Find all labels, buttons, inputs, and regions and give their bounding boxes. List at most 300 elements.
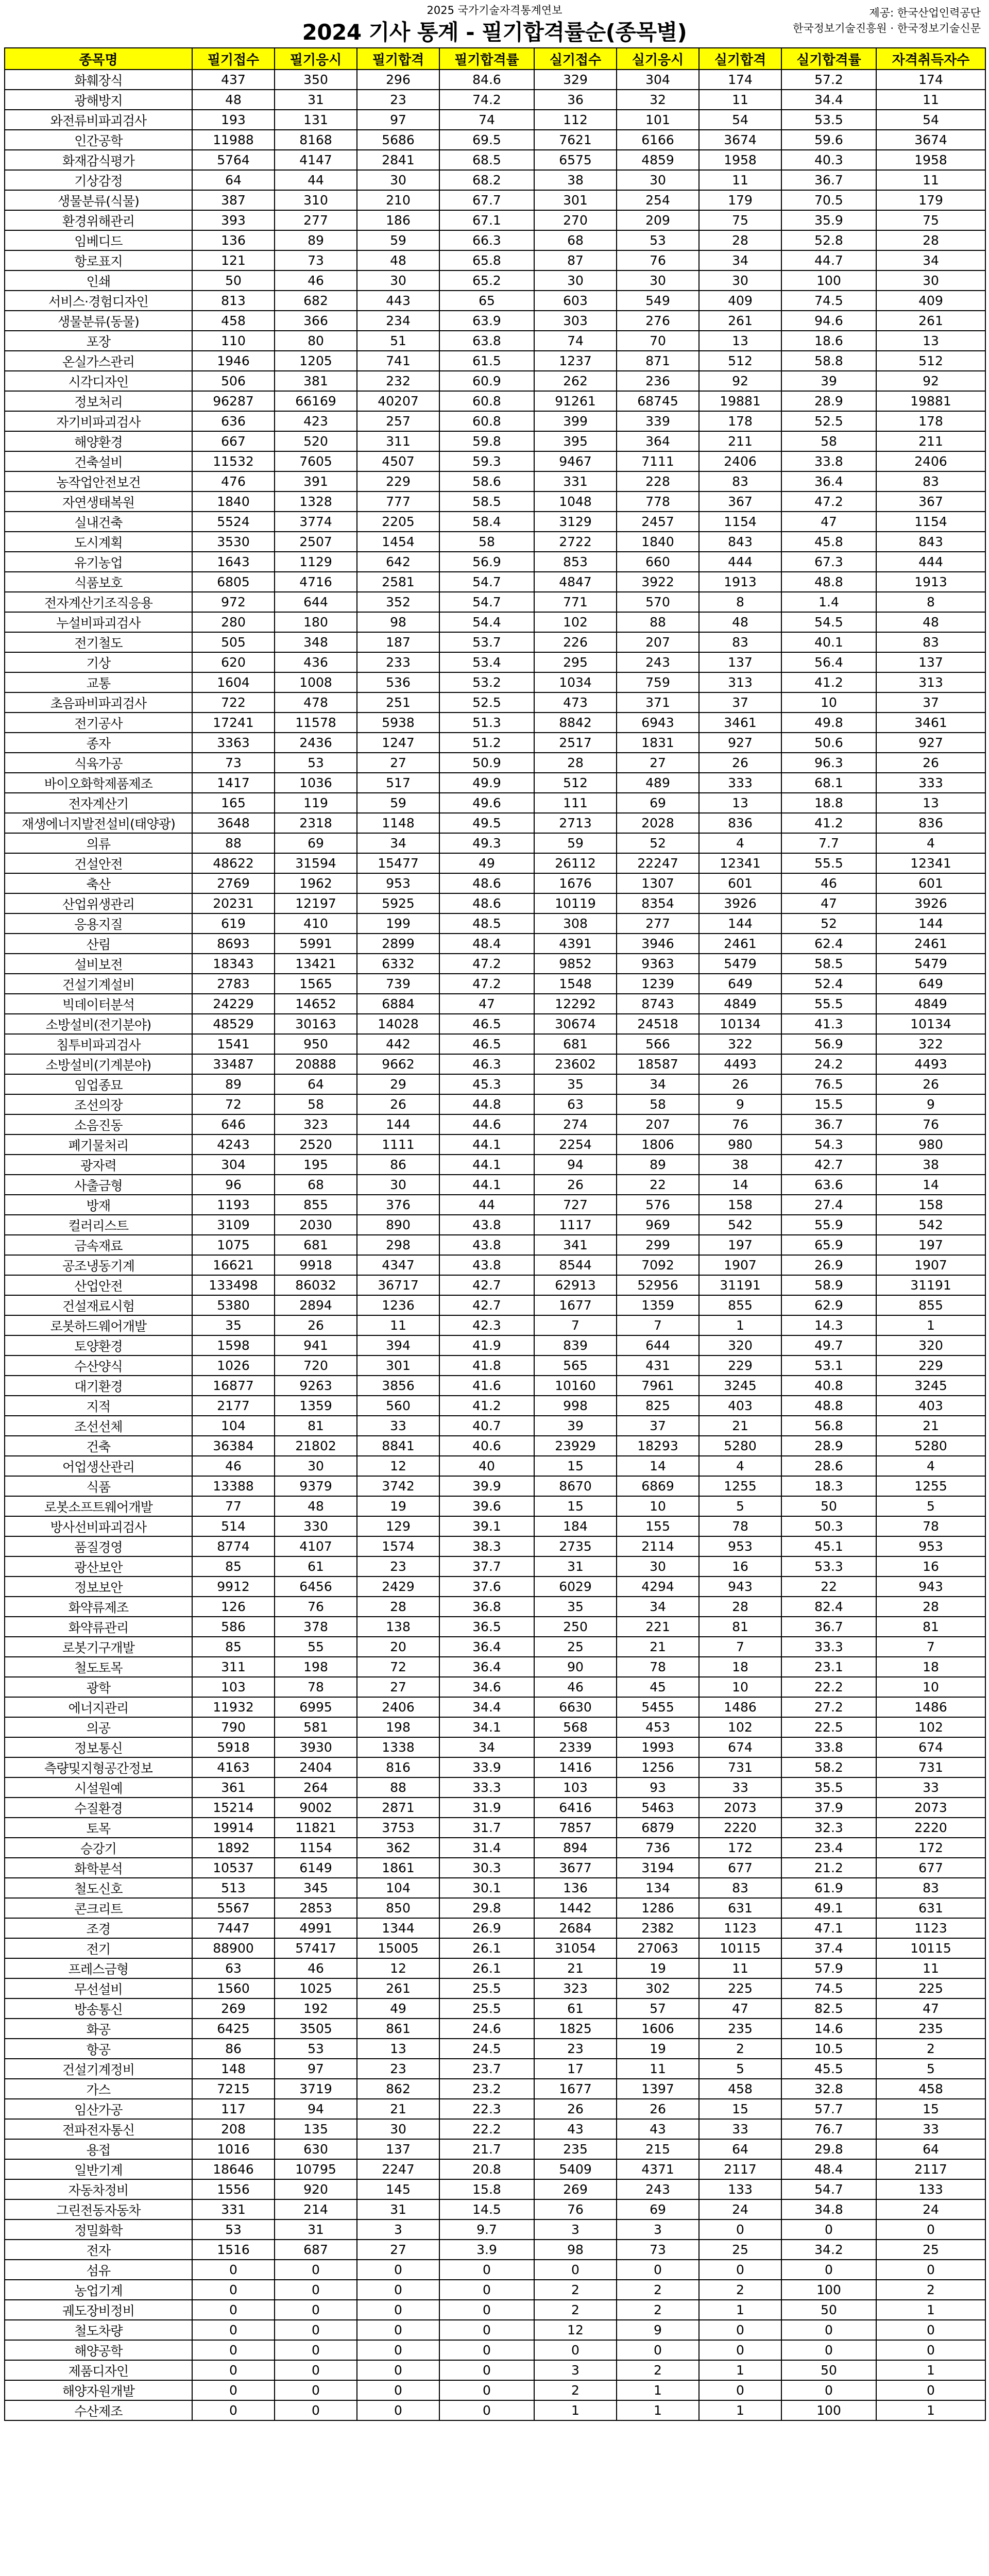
table-cell: 630 <box>275 2139 357 2159</box>
table-row <box>5 2199 985 2219</box>
table-row <box>5 592 985 612</box>
table-row <box>5 773 985 793</box>
table-cell: 232 <box>357 371 439 391</box>
table-cell: 1359 <box>617 1295 699 1315</box>
table-cell-name: 철도신호 <box>5 1878 192 1898</box>
table-cell-name: 컬러리스트 <box>5 1215 192 1235</box>
table-cell: 40.7 <box>439 1416 534 1436</box>
table-row <box>5 331 985 351</box>
table-cell: 49.7 <box>781 1335 876 1355</box>
table-cell: 943 <box>876 1577 985 1597</box>
table-cell: 302 <box>617 1978 699 1998</box>
table-cell: 11 <box>699 1958 781 1978</box>
table-cell-name: 온실가스관리 <box>5 351 192 371</box>
table-cell: 54.7 <box>439 592 534 612</box>
table-cell: 4147 <box>275 150 357 170</box>
table-cell: 0 <box>357 2260 439 2280</box>
table-cell: 59 <box>357 230 439 250</box>
table-row <box>5 934 985 954</box>
table-row <box>5 351 985 371</box>
table-cell: 6630 <box>534 1697 617 1717</box>
table-cell: 31.7 <box>439 1818 534 1838</box>
table-cell: 0 <box>192 2260 275 2280</box>
table-cell-name: 건설기계설비 <box>5 974 192 994</box>
table-cell: 8 <box>699 592 781 612</box>
table-cell: 207 <box>617 632 699 652</box>
table-cell-name: 해양자원개발 <box>5 2380 192 2400</box>
table-cell-name: 인간공학 <box>5 130 192 150</box>
table-cell: 31 <box>534 1556 617 1577</box>
table-cell: 30 <box>617 170 699 190</box>
table-cell: 0 <box>439 2280 534 2300</box>
table-cell: 1913 <box>876 572 985 592</box>
table-cell-name: 철도토목 <box>5 1657 192 1677</box>
table-cell: 366 <box>275 311 357 331</box>
table-cell: 18587 <box>617 1054 699 1074</box>
table-cell: 102 <box>699 1717 781 1737</box>
table-row <box>5 170 985 190</box>
table-cell: 790 <box>192 1717 275 1737</box>
table-cell: 214 <box>275 2199 357 2219</box>
table-cell: 394 <box>357 1335 439 1355</box>
table-cell: 9.7 <box>439 2219 534 2240</box>
table-cell: 76 <box>699 1114 781 1134</box>
table-row <box>5 1978 985 1998</box>
table-cell: 399 <box>534 411 617 431</box>
table-cell: 215 <box>617 2139 699 2159</box>
table-cell: 3 <box>534 2360 617 2380</box>
table-cell: 11 <box>699 90 781 110</box>
table-cell: 35.9 <box>781 210 876 230</box>
table-cell: 47.2 <box>781 492 876 512</box>
table-row <box>5 733 985 753</box>
table-cell-name: 환경위해관리 <box>5 210 192 230</box>
table-cell: 941 <box>275 1335 357 1355</box>
table-cell: 601 <box>699 873 781 893</box>
table-cell: 2220 <box>876 1818 985 1838</box>
table-cell: 674 <box>876 1737 985 1757</box>
table-cell-name: 건설기계정비 <box>5 2059 192 2079</box>
table-cell: 0 <box>357 2300 439 2320</box>
table-cell: 47.2 <box>439 954 534 974</box>
table-cell: 144 <box>699 913 781 934</box>
table-cell: 229 <box>357 471 439 492</box>
table-row <box>5 793 985 813</box>
table-cell-name: 화공 <box>5 2019 192 2039</box>
table-cell: 313 <box>876 672 985 692</box>
table-cell: 228 <box>617 471 699 492</box>
table-cell: 83 <box>876 471 985 492</box>
table-cell: 1111 <box>357 1134 439 1155</box>
table-cell: 393 <box>192 210 275 230</box>
table-cell: 59 <box>357 793 439 813</box>
table-row <box>5 311 985 331</box>
table-cell: 720 <box>275 1355 357 1376</box>
table-row <box>5 391 985 411</box>
table-cell: 41.2 <box>439 1396 534 1416</box>
table-cell: 46.5 <box>439 1014 534 1034</box>
table-cell: 179 <box>876 190 985 210</box>
table-row <box>5 1376 985 1396</box>
column-header: 필기응시 <box>275 48 357 70</box>
table-cell: 4 <box>699 833 781 853</box>
table-cell: 2254 <box>534 1134 617 1155</box>
table-cell: 54.5 <box>781 612 876 632</box>
table-cell: 11988 <box>192 130 275 150</box>
table-cell: 21 <box>534 1958 617 1978</box>
table-cell: 53.5 <box>781 110 876 130</box>
table-cell: 36.7 <box>781 1617 876 1637</box>
table-cell: 560 <box>357 1396 439 1416</box>
table-row <box>5 2059 985 2079</box>
table-cell: 13 <box>699 793 781 813</box>
table-cell: 29.8 <box>439 1898 534 1918</box>
table-cell-name: 조경 <box>5 1918 192 1938</box>
table-cell: 32.8 <box>781 2079 876 2099</box>
table-cell: 7621 <box>534 130 617 150</box>
table-cell: 0 <box>781 2260 876 2280</box>
table-cell: 46.3 <box>439 1054 534 1074</box>
table-cell: 56.9 <box>781 1034 876 1054</box>
table-cell: 145 <box>357 2179 439 2199</box>
table-cell: 1307 <box>617 873 699 893</box>
table-cell: 17241 <box>192 713 275 733</box>
table-cell: 6943 <box>617 713 699 733</box>
table-cell-name: 의류 <box>5 833 192 853</box>
table-cell: 26.9 <box>781 1255 876 1275</box>
table-cell: 30 <box>357 270 439 291</box>
table-cell: 568 <box>534 1717 617 1737</box>
table-cell: 1958 <box>876 150 985 170</box>
table-cell: 1129 <box>275 552 357 572</box>
table-cell: 323 <box>275 1114 357 1134</box>
table-cell: 3461 <box>699 713 781 733</box>
table-cell: 771 <box>534 592 617 612</box>
table-cell: 133 <box>699 2179 781 2199</box>
table-cell: 2073 <box>699 1798 781 1818</box>
table-cell: 0 <box>357 2340 439 2360</box>
table-cell-name: 자동차정비 <box>5 2179 192 2199</box>
table-cell-name: 광산보안 <box>5 1556 192 1577</box>
table-cell: 11 <box>876 170 985 190</box>
table-row <box>5 1998 985 2019</box>
table-cell: 225 <box>876 1978 985 1998</box>
table-cell: 4716 <box>275 572 357 592</box>
table-cell: 274 <box>534 1114 617 1134</box>
table-cell: 1193 <box>192 1195 275 1215</box>
table-cell: 855 <box>275 1195 357 1215</box>
table-row <box>5 1014 985 1034</box>
table-cell: 40 <box>439 1456 534 1476</box>
table-cell: 44 <box>275 170 357 190</box>
table-cell: 506 <box>192 371 275 391</box>
table-cell: 41.2 <box>781 813 876 833</box>
table-cell: 2406 <box>699 451 781 471</box>
table-cell: 93 <box>617 1777 699 1798</box>
table-cell: 33487 <box>192 1054 275 1074</box>
table-cell: 16621 <box>192 1255 275 1275</box>
table-cell: 7 <box>699 1637 781 1657</box>
table-cell: 44.8 <box>439 1094 534 1114</box>
table-cell: 48 <box>876 612 985 632</box>
table-cell: 320 <box>876 1335 985 1355</box>
table-cell: 34.4 <box>781 90 876 110</box>
table-cell-name: 해양공학 <box>5 2340 192 2360</box>
table-cell: 11 <box>876 1958 985 1978</box>
table-cell: 68.2 <box>439 170 534 190</box>
table-cell-name: 생물분류(동물) <box>5 311 192 331</box>
table-cell: 233 <box>357 652 439 672</box>
table-cell: 443 <box>357 291 439 311</box>
table-cell: 5380 <box>192 1295 275 1315</box>
table-cell: 96.3 <box>781 753 876 773</box>
table-cell: 6456 <box>275 1577 357 1597</box>
table-cell: 436 <box>275 652 357 672</box>
table-cell: 0 <box>357 2400 439 2420</box>
table-cell: 1397 <box>617 2079 699 2099</box>
table-cell-name: 생물분류(식물) <box>5 190 192 210</box>
table-cell: 52.5 <box>781 411 876 431</box>
table-cell: 74.5 <box>781 291 876 311</box>
table-cell: 19 <box>617 1958 699 1978</box>
table-cell: 270 <box>534 210 617 230</box>
table-cell: 30.3 <box>439 1858 534 1878</box>
table-cell: 56.4 <box>781 652 876 672</box>
table-row <box>5 1536 985 1556</box>
table-row <box>5 753 985 773</box>
table-row <box>5 1054 985 1074</box>
table-cell: 45.5 <box>781 2059 876 2079</box>
table-cell: 91261 <box>534 391 617 411</box>
table-cell: 23 <box>534 2039 617 2059</box>
table-cell: 2177 <box>192 1396 275 1416</box>
table-cell: 1606 <box>617 2019 699 2039</box>
table-cell: 23 <box>357 2059 439 2079</box>
table-cell: 1907 <box>699 1255 781 1275</box>
table-cell: 0 <box>617 2260 699 2280</box>
table-cell: 0 <box>439 2400 534 2420</box>
table-cell: 741 <box>357 351 439 371</box>
table-cell: 197 <box>699 1235 781 1255</box>
table-cell-name: 건축 <box>5 1436 192 1456</box>
table-cell: 3856 <box>357 1376 439 1396</box>
table-row <box>5 1777 985 1798</box>
table-cell: 4163 <box>192 1757 275 1777</box>
table-row <box>5 1677 985 1697</box>
table-cell: 64 <box>192 170 275 190</box>
table-cell: 7092 <box>617 1255 699 1275</box>
table-cell: 68.1 <box>781 773 876 793</box>
table-cell: 50.3 <box>781 1516 876 1536</box>
table-row <box>5 1717 985 1737</box>
table-cell: 69 <box>617 2199 699 2219</box>
table-cell: 135 <box>275 2119 357 2139</box>
table-cell: 38 <box>876 1155 985 1175</box>
table-cell: 0 <box>439 2260 534 2280</box>
table-cell: 843 <box>876 532 985 552</box>
table-row <box>5 1818 985 1838</box>
table-cell: 953 <box>699 1536 781 1556</box>
table-cell-name: 철도차량 <box>5 2320 192 2340</box>
table-cell: 14.6 <box>781 2019 876 2039</box>
table-row <box>5 2380 985 2400</box>
table-cell: 66169 <box>275 391 357 411</box>
table-cell: 1993 <box>617 1737 699 1757</box>
table-cell: 69 <box>275 833 357 853</box>
table-row <box>5 1577 985 1597</box>
table-cell: 136 <box>192 230 275 250</box>
table-cell: 7 <box>617 1315 699 1335</box>
table-row <box>5 1637 985 1657</box>
table-cell: 34.6 <box>439 1677 534 1697</box>
table-row <box>5 2400 985 2420</box>
table-cell: 165 <box>192 793 275 813</box>
table-cell: 49.8 <box>781 713 876 733</box>
table-row <box>5 572 985 592</box>
table-row <box>5 291 985 311</box>
table-cell: 23929 <box>534 1436 617 1456</box>
table-cell: 74.2 <box>439 90 534 110</box>
column-header: 필기접수 <box>192 48 275 70</box>
table-row <box>5 90 985 110</box>
table-cell: 8 <box>876 592 985 612</box>
table-cell-name: 산업안전 <box>5 1275 192 1295</box>
table-cell: 6884 <box>357 994 439 1014</box>
table-cell: 3363 <box>192 733 275 753</box>
table-cell-name: 임산가공 <box>5 2099 192 2119</box>
table-row <box>5 2219 985 2240</box>
table-cell-name: 초음파비파괴검사 <box>5 692 192 713</box>
table-cell: 59.3 <box>439 451 534 471</box>
table-cell: 0 <box>275 2280 357 2300</box>
table-cell: 22.3 <box>439 2099 534 2119</box>
table-cell: 323 <box>534 1978 617 1998</box>
table-cell: 2461 <box>876 934 985 954</box>
table-cell: 0 <box>439 2320 534 2340</box>
table-cell: 13388 <box>192 1476 275 1496</box>
table-cell: 862 <box>357 2079 439 2099</box>
column-header: 자격취득자수 <box>876 48 985 70</box>
table-cell: 1454 <box>357 532 439 552</box>
table-cell: 63.8 <box>439 331 534 351</box>
table-row <box>5 1355 985 1376</box>
table-cell: 45.3 <box>439 1074 534 1094</box>
table-cell: 681 <box>275 1235 357 1255</box>
table-cell: 813 <box>192 291 275 311</box>
table-cell: 37 <box>617 1416 699 1436</box>
table-cell: 21 <box>876 1416 985 1436</box>
table-cell: 512 <box>876 351 985 371</box>
table-cell-name: 바이오화학제품제조 <box>5 773 192 793</box>
table-cell: 134 <box>617 1878 699 1898</box>
table-cell: 19881 <box>699 391 781 411</box>
table-cell: 0 <box>357 2280 439 2300</box>
table-cell: 59.6 <box>781 130 876 150</box>
table-row <box>5 833 985 853</box>
table-cell: 0 <box>781 2320 876 2340</box>
table-cell: 8544 <box>534 1255 617 1275</box>
table-cell: 27 <box>357 753 439 773</box>
table-cell: 1154 <box>876 512 985 532</box>
table-cell: 6332 <box>357 954 439 974</box>
table-cell: 25 <box>876 2240 985 2260</box>
table-cell: 570 <box>617 592 699 612</box>
table-cell: 234 <box>357 311 439 331</box>
table-cell: 1008 <box>275 672 357 692</box>
table-cell: 18.6 <box>781 331 876 351</box>
table-cell-name: 항공 <box>5 2039 192 2059</box>
table-row <box>5 1335 985 1355</box>
table-cell: 7857 <box>534 1818 617 1838</box>
table-cell: 12 <box>534 2320 617 2340</box>
table-cell: 12292 <box>534 994 617 1014</box>
table-cell: 15.8 <box>439 2179 534 2199</box>
table-cell: 3 <box>357 2219 439 2240</box>
table-cell: 16877 <box>192 1376 275 1396</box>
table-cell: 5 <box>699 1496 781 1516</box>
table-cell: 677 <box>876 1858 985 1878</box>
table-cell: 0 <box>192 2280 275 2300</box>
table-cell: 97 <box>275 2059 357 2079</box>
table-row <box>5 1938 985 1958</box>
table-cell: 36384 <box>192 1436 275 1456</box>
table-cell: 8670 <box>534 1476 617 1496</box>
table-cell: 12 <box>357 1958 439 1978</box>
table-cell: 44.1 <box>439 1155 534 1175</box>
table-cell: 2722 <box>534 532 617 552</box>
table-cell: 1344 <box>357 1918 439 1938</box>
table-cell-name: 품질경영 <box>5 1536 192 1556</box>
column-header: 실기접수 <box>534 48 617 70</box>
table-cell: 660 <box>617 552 699 572</box>
table-cell: 2735 <box>534 1536 617 1556</box>
table-cell: 0 <box>699 2320 781 2340</box>
table-cell: 1840 <box>617 532 699 552</box>
table-cell: 18.3 <box>781 1476 876 1496</box>
table-cell: 236 <box>617 371 699 391</box>
table-cell: 2 <box>876 2039 985 2059</box>
table-cell: 73 <box>275 250 357 270</box>
table-cell-name: 금속재료 <box>5 1235 192 1255</box>
table-cell: 1598 <box>192 1335 275 1355</box>
table-cell: 9852 <box>534 954 617 974</box>
table-cell: 1574 <box>357 1536 439 1556</box>
table-row <box>5 492 985 512</box>
table-row <box>5 1074 985 1094</box>
table-cell: 137 <box>699 652 781 672</box>
table-cell: 67.1 <box>439 210 534 230</box>
table-cell: 51 <box>357 331 439 351</box>
table-cell-name: 포장 <box>5 331 192 351</box>
table-cell: 333 <box>876 773 985 793</box>
table-cell: 322 <box>699 1034 781 1054</box>
table-cell-name: 수질환경 <box>5 1798 192 1818</box>
table-cell: 24 <box>876 2199 985 2219</box>
table-cell: 60.9 <box>439 371 534 391</box>
table-cell: 1123 <box>699 1918 781 1938</box>
table-cell: 1831 <box>617 733 699 753</box>
table-cell: 517 <box>357 773 439 793</box>
table-cell: 26 <box>876 1074 985 1094</box>
table-cell: 22247 <box>617 853 699 873</box>
table-cell: 280 <box>192 612 275 632</box>
table-cell: 1486 <box>699 1697 781 1717</box>
table-cell: 10795 <box>275 2159 357 2179</box>
table-cell: 78 <box>275 1677 357 1697</box>
table-cell: 37.4 <box>781 1938 876 1958</box>
table-cell-name: 소방설비(기계분야) <box>5 1054 192 1074</box>
table-cell: 536 <box>357 672 439 692</box>
